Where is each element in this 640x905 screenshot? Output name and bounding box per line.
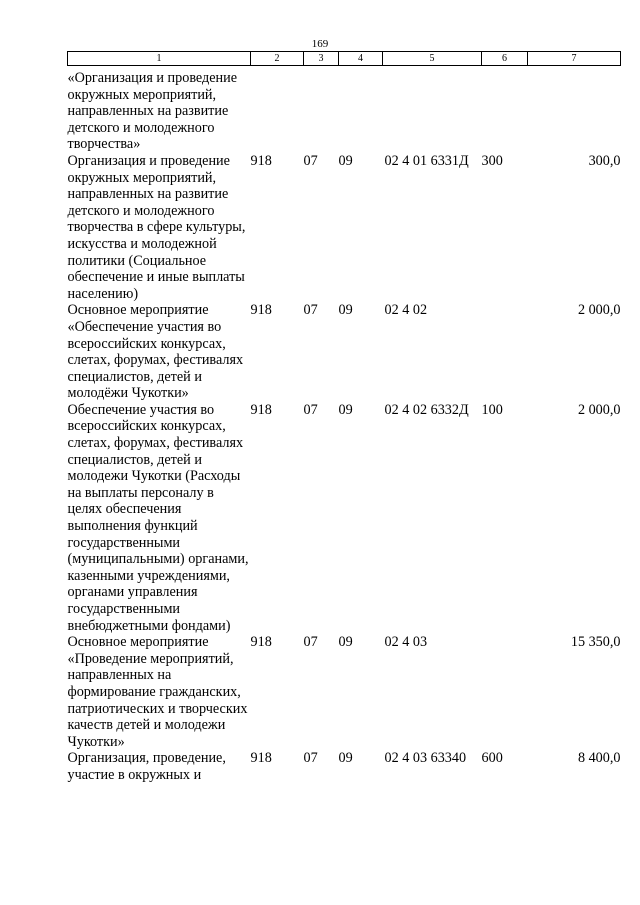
table-row bbox=[68, 153, 621, 302]
header-cell: 3 bbox=[304, 52, 339, 66]
row-sum: 8 400,0 bbox=[577, 750, 621, 767]
row-csr: 02 4 03 bbox=[384, 634, 428, 651]
row-name: Организация и проведение окружных мероприятий, направленных на развитие детского и молодежного творчества в сфере культуры, искусства и молодежной политики (Социальное обеспечение и иные выплаты населению) bbox=[67, 152, 246, 302]
row-pr: 09 bbox=[338, 152, 353, 169]
row-sum: 15 350,0 bbox=[570, 634, 621, 651]
row-rz: 07 bbox=[303, 401, 318, 418]
row-gr: 918 bbox=[250, 634, 272, 651]
row-sum: 300,0 bbox=[588, 152, 621, 169]
row-vr bbox=[482, 302, 528, 402]
row-gr: 918 bbox=[250, 750, 272, 767]
row-gr: 918 bbox=[250, 152, 272, 169]
row-csr: 02 4 03 63340 bbox=[384, 750, 467, 767]
table-row bbox=[68, 66, 621, 153]
row-vr bbox=[482, 66, 528, 153]
table-row bbox=[68, 750, 621, 783]
row-rz: 07 bbox=[303, 302, 318, 319]
header-cell: 2 bbox=[251, 52, 304, 66]
row-sum: 2 000,0 bbox=[577, 401, 621, 418]
table-row bbox=[68, 634, 621, 750]
row-csr: 02 4 02 6332Д bbox=[384, 401, 469, 418]
header-row bbox=[68, 52, 621, 66]
row-name: Обеспечение участия во всероссийских конкурсах, слетах, форумах, фестивалях специалистов, детей и молодежи Чукотки (Расходы на выплаты персоналу в целях обеспечения выполнения функций государственными (муниципальными) органами, казенными учреждениями, органами управления государственными внебюджетными фондами) bbox=[67, 401, 249, 634]
row-pr: 09 bbox=[338, 401, 353, 418]
row-gr: 918 bbox=[250, 401, 272, 418]
row-name: «Организация и проведение окружных мероприятий, направленных на развитие детского и молодежного творчества» bbox=[67, 70, 238, 153]
row-gr bbox=[251, 66, 304, 153]
header-cell: 6 bbox=[482, 52, 528, 66]
row-rz: 07 bbox=[303, 634, 318, 651]
row-csr: 02 4 02 bbox=[384, 302, 428, 319]
header-cell: 1 bbox=[68, 52, 251, 66]
row-name: Основное мероприятие «Проведение мероприятий, направленных на формирование гражданских, патриотических и творческих качеств детей и молодежи Чукотки» bbox=[67, 634, 248, 750]
row-name: Основное мероприятие «Обеспечение участия во всероссийских конкурсах, слетах, форумах, фестивалях специалистов, детей и молодёжи Чукотки» bbox=[67, 302, 244, 402]
row-vr bbox=[482, 634, 528, 750]
budget-table bbox=[67, 51, 621, 784]
header-cell: 4 bbox=[339, 52, 383, 66]
row-sum: 2 000,0 bbox=[577, 302, 621, 319]
row-csr: 02 4 01 6331Д bbox=[384, 152, 469, 169]
row-gr: 918 bbox=[250, 302, 272, 319]
row-vr: 300 bbox=[481, 152, 503, 169]
row-pr: 09 bbox=[338, 750, 353, 767]
row-pr: 09 bbox=[338, 302, 353, 319]
row-pr: 09 bbox=[338, 634, 353, 651]
page-number: 169 bbox=[311, 38, 329, 50]
row-rz: 07 bbox=[303, 152, 318, 169]
row-vr: 600 bbox=[481, 750, 503, 767]
row-csr bbox=[383, 66, 482, 153]
header-cell: 7 bbox=[528, 52, 621, 66]
row-rz: 07 bbox=[303, 750, 318, 767]
row-rz bbox=[304, 66, 339, 153]
row-pr bbox=[339, 66, 383, 153]
row-name: Организация, проведение, участие в окружных и bbox=[67, 750, 226, 783]
row-vr: 100 bbox=[481, 401, 503, 418]
row-sum bbox=[528, 66, 621, 153]
table-row bbox=[68, 402, 621, 634]
header-cell: 5 bbox=[383, 52, 482, 66]
table-row bbox=[68, 302, 621, 402]
